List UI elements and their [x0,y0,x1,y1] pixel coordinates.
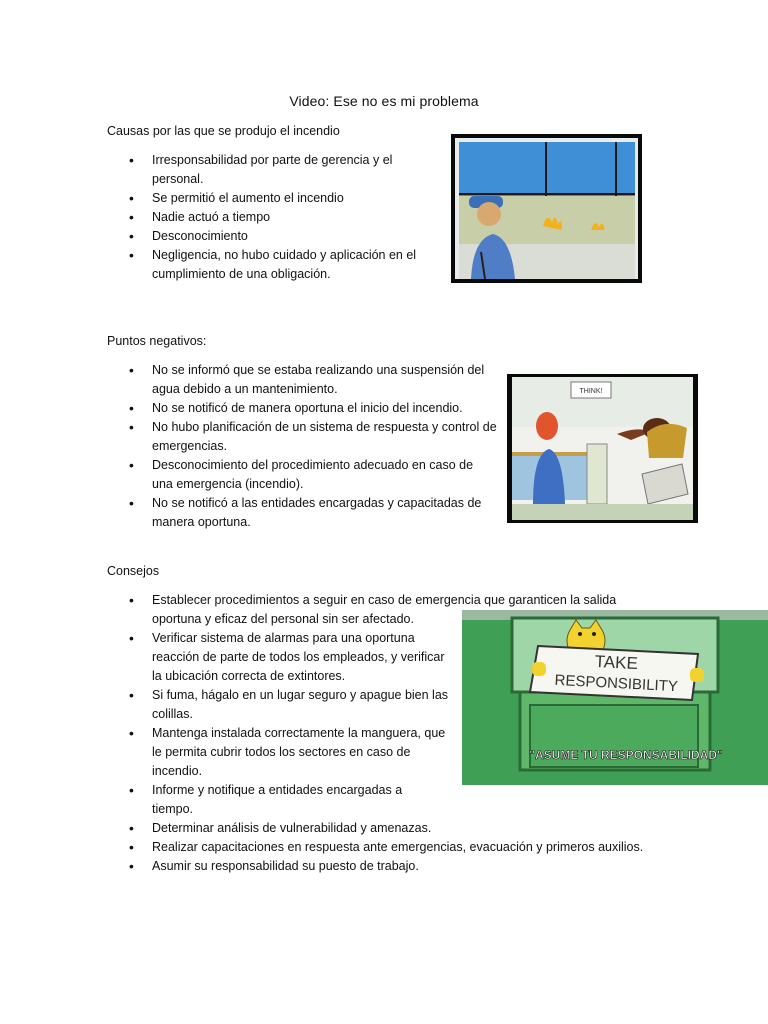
list-item: • Se permitió el aumento el incendio [107,189,417,208]
section-heading-consejos: Consejos [107,564,160,578]
list-item: • No hubo planificación de un sistema de respuesta y control de emergencias. [107,418,497,456]
list-item: • Establecer procedimientos a seguir en caso de emergencia que garanticen la salida oportuna y eficaz del personal sin ser afectado. [107,591,622,629]
list-item: • Negligencia, no hubo cuidado y aplicación en el cumplimiento de una obligación. [107,246,417,284]
sign-text-responsibility: RESPONSIBILITY [554,671,679,696]
section-heading-puntos-negativos: Puntos negativos: [107,334,207,348]
list-item: • Irresponsabilidad por parte de gerencia y el personal. [107,151,417,189]
list-item: • Mantenga instalada correctamente la manguera, que le permita cubrir todos los sectores en caso de incendio. [107,724,452,781]
list-item: • No se notificó a las entidades encargadas y capacitadas de manera oportuna. [107,494,497,532]
list-puntos-negativos [107,361,497,532]
list-item: • Asumir su responsabilidad su puesto de trabajo. [107,857,667,876]
sign-text-take: TAKE [594,651,639,674]
list-item: • Determinar análisis de vulnerabilidad y amenazas. [107,819,667,838]
cartoon-office-image [507,374,698,523]
list-item: • No se notificó de manera oportuna el inicio del incendio. [107,399,497,418]
list-item: • Informe y notifique a entidades encargadas a tiempo. [107,781,412,819]
list-item: • Desconocimiento del procedimiento adecuado en caso de una emergencia (incendio). [107,456,497,494]
list-item: • Si fuma, hágalo en un lugar seguro y apague bien las colillas. [107,686,452,724]
list-causas [107,151,417,284]
list-item: • Verificar sistema de alarmas para una oportuna reacción de parte de todos los empleados, y verificar la ubicación correcta de extintores. [107,629,452,686]
document-title: Video: Ese no es mi problema [289,93,479,109]
list-item: • No se informó que se estaba realizando una suspensión del agua debido a un mantenimiento. [107,361,497,399]
office-sign-text: THINK! [579,388,603,395]
list-consejos [107,591,667,876]
cartoon-worker-image [451,134,642,283]
list-item: • Desconocimiento [107,227,417,246]
subtitle-text: "ASUME TU RESPONSABILIDAD" [529,748,723,762]
section-heading-causas: Causas por las que se produjo el incendio [107,124,340,138]
list-item: • Realizar capacitaciones en respuesta ante emergencias, evacuación y primeros auxilios. [107,838,667,857]
list-item: • Nadie actuó a tiempo [107,208,417,227]
